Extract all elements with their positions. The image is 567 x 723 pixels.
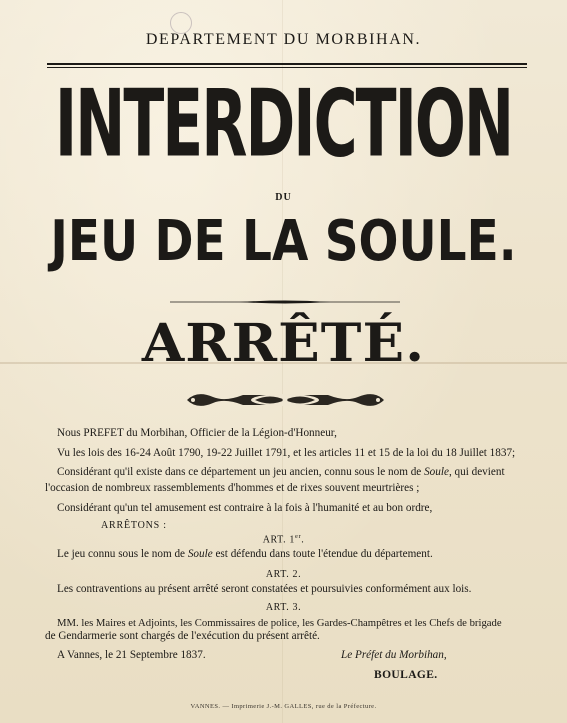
place-date: A Vannes, le 21 Septembre 1837. <box>57 649 206 661</box>
title-subject: JEU DE LA SOULE. <box>50 208 517 275</box>
title-interdiction: INTERDICTION <box>54 70 513 179</box>
signature-role: Le Préfet du Morbihan, <box>341 649 447 661</box>
article-1-heading-text: ART. 1 <box>262 534 295 546</box>
article-2-heading: ART. 2. <box>265 569 302 580</box>
arretons-label: ARRÊTONS : <box>101 520 167 531</box>
article-1-text-italic: Soule <box>187 548 213 560</box>
scroll-ornament-icon <box>183 387 388 413</box>
article-2-text: Les contraventions au présent arrêté seront constatées et poursuivies conformément aux lois. <box>57 583 472 595</box>
article-1-heading-sup: er <box>294 533 302 540</box>
header-rule-thin <box>47 67 527 68</box>
department-heading: DEPARTEMENT DU MORBIHAN. <box>145 31 422 48</box>
article-3-heading: ART. 3. <box>265 602 302 613</box>
article-1-text-end: est défendu dans toute l'étendue du département. <box>212 548 433 560</box>
article-1-heading <box>0 534 567 545</box>
article-1-text-start: Le jeu connu sous le nom de <box>57 548 188 560</box>
preamble-line-3-start: Considérant qu'il existe dans ce département un jeu ancien, connu sous le nom de <box>57 466 425 478</box>
title-connector: DU <box>275 192 292 203</box>
preamble-line-3 <box>57 467 505 478</box>
decree-heading: ARRÊTÉ. <box>141 313 426 374</box>
article-3-text-line-2: de Gendarmerie sont chargés de l'exécution du présent arrêté. <box>45 630 320 642</box>
preamble-line-4: l'occasion de nombreux rassemblements d'hommes et de rixes souvent meurtrières ; <box>45 482 420 494</box>
preamble-line-5: Considérant qu'un tel amusement est contraire à la fois à l'humanité et au bon ordre, <box>57 502 433 514</box>
header-rule-thick <box>47 63 527 65</box>
article-3-text-line-1: MM. les Maires et Adjoints, les Commissaires de police, les Gardes-Champêtres et les Chefs de brigade <box>57 617 502 629</box>
preamble-line-1: Nous PREFET du Morbihan, Officier de la Légion-d'Honneur, <box>57 427 337 439</box>
preamble-line-2: Vu les lois des 16-24 Août 1790, 19-22 Juillet 1791, et les articles 11 et 15 de la loi du 18 Juillet 1837; <box>57 447 516 459</box>
article-1-text <box>57 549 433 560</box>
preamble-line-3-end: , qui devient <box>448 466 505 478</box>
divider-ornament-icon <box>170 299 400 305</box>
printer-credit: VANNES. — Imprimerie J.-M. GALLES, rue de la Préfecture. <box>190 703 377 710</box>
preamble-line-3-italic: Soule <box>424 466 449 478</box>
signature-name: BOULAGE. <box>374 669 438 681</box>
article-1-heading-end: . <box>301 534 305 546</box>
